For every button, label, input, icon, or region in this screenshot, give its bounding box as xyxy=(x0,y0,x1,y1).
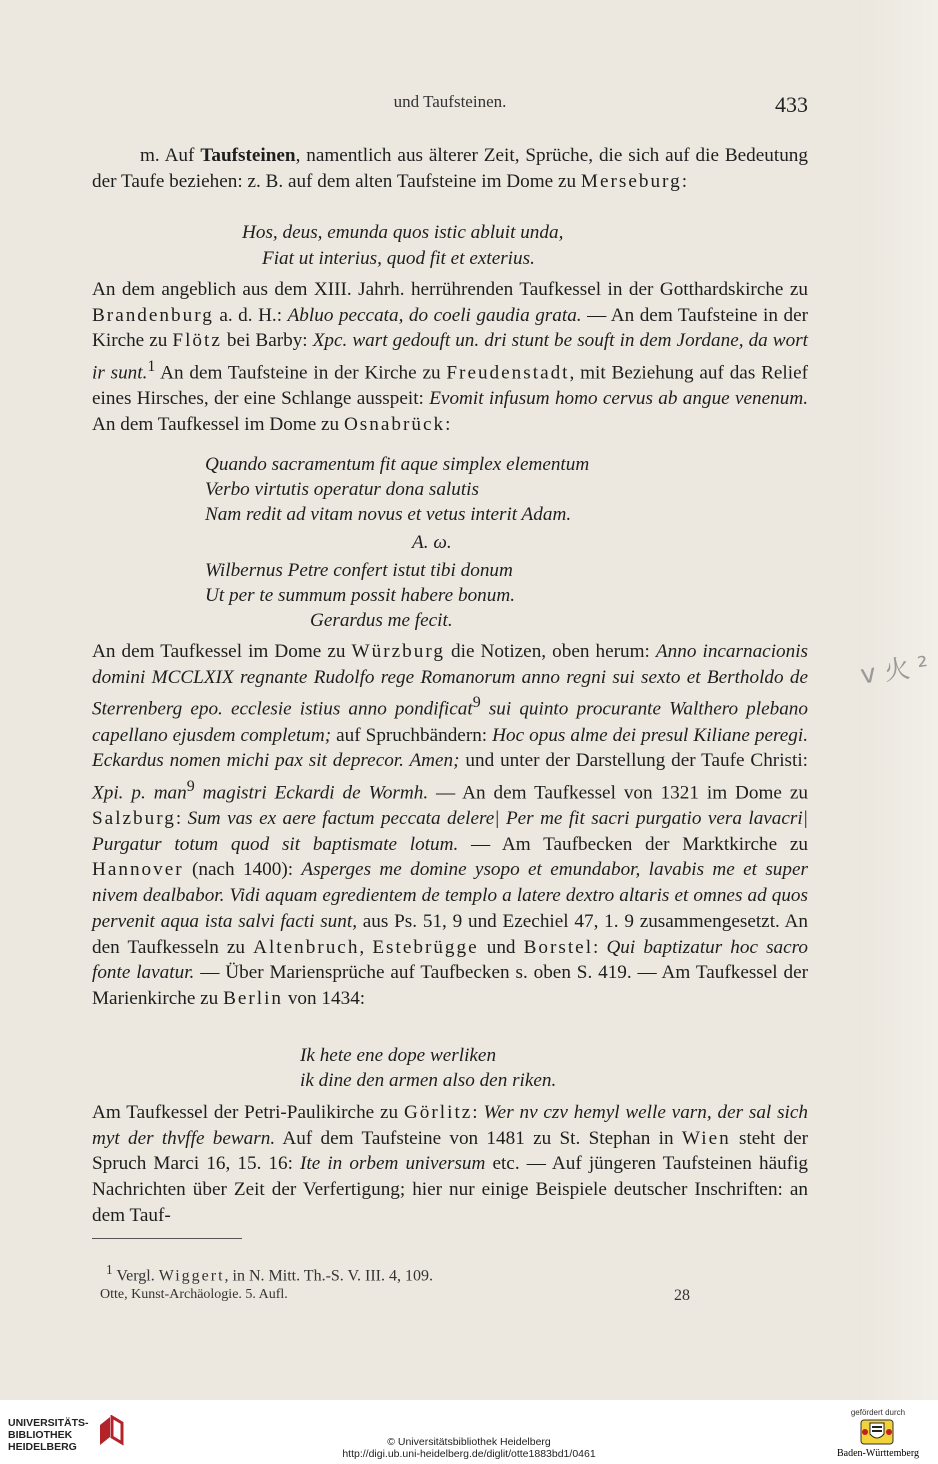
text: und unter der Darstellung der Taufe Christi: xyxy=(459,750,808,772)
inscription: Xpi. p. man xyxy=(92,782,187,804)
text: und xyxy=(478,936,524,958)
text: steht der Spruch Marci 16, 15. 16: xyxy=(92,1127,808,1175)
term-taufsteinen: Taufsteinen xyxy=(200,145,296,166)
author-name: Wiggert xyxy=(158,1267,225,1285)
text: aus Ps. 51, 9 und Ezechiel 47, 1. 9 zusammengesetzt. An den Taufkesseln zu xyxy=(92,910,808,958)
place-altenbruch: Altenbruch xyxy=(253,936,360,958)
abbrev-mark: 9 xyxy=(472,694,481,712)
text: — An dem Taufsteine in der Kirche zu xyxy=(92,304,808,352)
signature-number: 28 xyxy=(674,1287,690,1304)
text: Am Taufkessel der Petri-Paulikirche zu xyxy=(92,1102,404,1123)
inscription: Hoc opus alme dei presul Kiliane peregi. Eckardus nomen michi pax sit deprecor. Amen; xyxy=(92,724,808,772)
text: — An dem Taufkessel von 1321 im Dome zu xyxy=(428,782,808,804)
text: , in N. Mitt. Th.-S. V. III. 4, 109. xyxy=(224,1267,433,1285)
permalink[interactable]: http://digi.ub.uni-heidelberg.de/diglit/otte1883bd1/0461 xyxy=(342,1448,596,1460)
place-wuerzburg: Würzburg xyxy=(351,641,445,662)
place-floetz: Flötz xyxy=(172,330,222,352)
place-freudenstadt: Freudenstadt xyxy=(446,362,570,384)
place-estebruegge: Estebrügge xyxy=(372,936,479,958)
place-brandenburg: Brandenburg xyxy=(92,304,214,326)
running-header xyxy=(92,92,808,120)
text: (nach 1400): xyxy=(183,859,302,881)
text: , namentlich aus älterer Zeit, Sprüche, die sich auf die Bedeutung der Taufe beziehen: z. B. auf dem alten Taufsteine im Dome zu xyxy=(92,145,808,192)
text: An dem Taufkessel im Dome zu xyxy=(92,641,352,662)
signature-text: Otte, Kunst-Archäologie. 5. Aufl. xyxy=(100,1287,288,1302)
signature-line xyxy=(100,1287,700,1303)
place-berlin: Berlin xyxy=(223,987,284,1009)
text: : xyxy=(175,808,188,829)
footer-credit xyxy=(0,1436,938,1460)
text: An dem Taufkessel im Dome zu xyxy=(92,413,344,435)
text: , mit Beziehung auf das Relief eines Hirsches, der eine Schlange ausspeit: xyxy=(92,362,808,410)
pencil-margin-note: v 火 ² xyxy=(858,651,931,691)
footnote xyxy=(106,1262,433,1285)
place-wien: Wien xyxy=(681,1127,731,1149)
text: von 1434: xyxy=(283,987,366,1009)
verse-osnabrueck-line2: Verbo virtutis operatur dona salutis xyxy=(205,479,479,500)
text: : xyxy=(445,413,451,435)
logo-line3: HEIDELBERG xyxy=(8,1441,77,1453)
text: bei Barby: xyxy=(221,330,313,352)
funded-by-label: gefördert durch xyxy=(850,1408,906,1417)
place-hannover: Hannover xyxy=(92,859,184,881)
coat-of-arms-icon xyxy=(860,1418,894,1446)
paragraph-taufsteine xyxy=(92,143,808,194)
place-salzburg: Salzburg xyxy=(92,808,176,829)
inscription: Abluo peccata, do coeli gaudia grata. xyxy=(287,304,582,326)
verse-osnabrueck-alpha-omega: A. ω. xyxy=(412,532,452,553)
inscription: Wer nv czv hemyl welle varn, der sal sich myt der thvffe bewarn. xyxy=(92,1102,808,1149)
paragraph-brandenburg xyxy=(92,277,808,438)
text: An dem angeblich aus dem XIII. Jahrh. herrührenden Taufkessel in der Gotthardskirche zu xyxy=(92,279,808,300)
text: Vergl. xyxy=(112,1267,159,1285)
text: — Am Taufbecken der Marktkirche zu xyxy=(458,833,808,855)
funder-logo[interactable] xyxy=(830,1408,926,1460)
inscription: sui quinto procurante Walthero plebano capellano ejusdem completum; xyxy=(92,698,808,746)
inscription: Ite in orbem universum xyxy=(300,1153,486,1175)
text: Auf dem Taufsteine von 1481 zu St. Stephan in xyxy=(275,1127,682,1149)
inscription: Qui baptizatur hoc sacro fonte lavatur. xyxy=(92,936,809,984)
running-title: und Taufsteinen. xyxy=(393,92,507,111)
footnote-ref: 1 xyxy=(147,358,156,376)
verse-osnabrueck-line1: Quando sacramentum fit aque simplex elementum xyxy=(205,454,590,475)
verse-merseburg-line2: Fiat ut interius, quod fit et exterius. xyxy=(262,248,535,269)
verse-osnabrueck-line7: Gerardus me fecit. xyxy=(310,610,453,631)
logo-line1: UNIVERSITÄTS- xyxy=(8,1417,89,1429)
funder-name: Baden-Württemberg xyxy=(836,1448,919,1459)
paragraph-wuerzburg xyxy=(92,639,808,1012)
inscription: Anno incarnacionis domini MCCLXIX regnante Rudolfo rege Romanorum anno regni sui sexto et Bertholdo de Sterrenberg epo. ecclesie istius anno pondificat xyxy=(92,641,809,720)
page-number: 433 xyxy=(775,92,808,117)
verse-berlin-line2: ik dine den armen also den riken. xyxy=(300,1070,557,1091)
inscription: Asperges me domine ysopo et emundabor, lavabis me et super nivem dealbabor. Vidi aquam egredientem de templo a latere dextro altaris et omnes ad quos pervenit aqua ista salvi facti sunt, xyxy=(92,859,808,932)
text: , xyxy=(359,936,373,958)
text: etc. — Auf jüngeren Taufsteinen häufig Nachrichten über Zeit der Verfertigung; hier nur einige Beispiele deutscher Inschriften: an dem Tauf- xyxy=(92,1153,808,1226)
verse-osnabrueck-line5: Wilbernus Petre confert istut tibi donum xyxy=(205,560,513,581)
verse-osnabrueck-line3: Nam redit ad vitam novus et vetus interit Adam. xyxy=(205,504,572,525)
text: auf Spruchbändern: xyxy=(331,724,493,746)
inscription: magistri Eckardi de Wormh. xyxy=(194,782,429,804)
verse-berlin-line1: Ik hete ene dope werliken xyxy=(300,1045,497,1066)
place-merseburg: Merseburg xyxy=(580,170,682,192)
place-borstel: Borstel xyxy=(523,936,594,958)
place-goerlitz: Görlitz xyxy=(403,1102,473,1123)
text: — Über Mariensprüche auf Taufbecken s. oben S. 419. — Am Taufkessel der Marienkirche zu xyxy=(92,962,808,1009)
paragraph-goerlitz xyxy=(92,1100,808,1229)
footnote-separator xyxy=(92,1238,242,1239)
text: a. d. H.: xyxy=(213,304,288,326)
text: : xyxy=(472,1102,484,1123)
verse-merseburg-line1: Hos, deus, emunda quos istic abluit unda, xyxy=(242,222,564,243)
text: m. Auf xyxy=(140,145,201,166)
text: : xyxy=(593,936,607,958)
logo-line2: BIBLIOTHEK xyxy=(8,1429,73,1441)
abbrev-mark: 9 xyxy=(186,777,195,795)
place-osnabrueck: Osnabrück xyxy=(343,413,446,435)
text: An dem Taufsteine in der Kirche zu xyxy=(155,362,447,384)
text: die Notizen, oben herum: xyxy=(444,641,656,662)
inscription: Sum vas ex aere factum peccata delere| Per me fit sacri purgatio vera lavacri| Purgatur totum quod sit baptismate lotum. xyxy=(92,808,808,855)
inscription: Xpc. wart gedouft un. dri stunt be souft in dem Jordane, da wort ir sunt. xyxy=(92,330,808,384)
text: : xyxy=(681,170,688,192)
copyright: © Universitätsbibliothek Heidelberg xyxy=(387,1436,551,1448)
verse-osnabrueck-line6: Ut per te summum possit habere bonum. xyxy=(205,585,515,606)
inscription: Evomit infusum homo cervus ab angue venenum. xyxy=(429,388,808,410)
page-edge xyxy=(858,0,938,1400)
footnote-mark: 1 xyxy=(106,1262,113,1277)
